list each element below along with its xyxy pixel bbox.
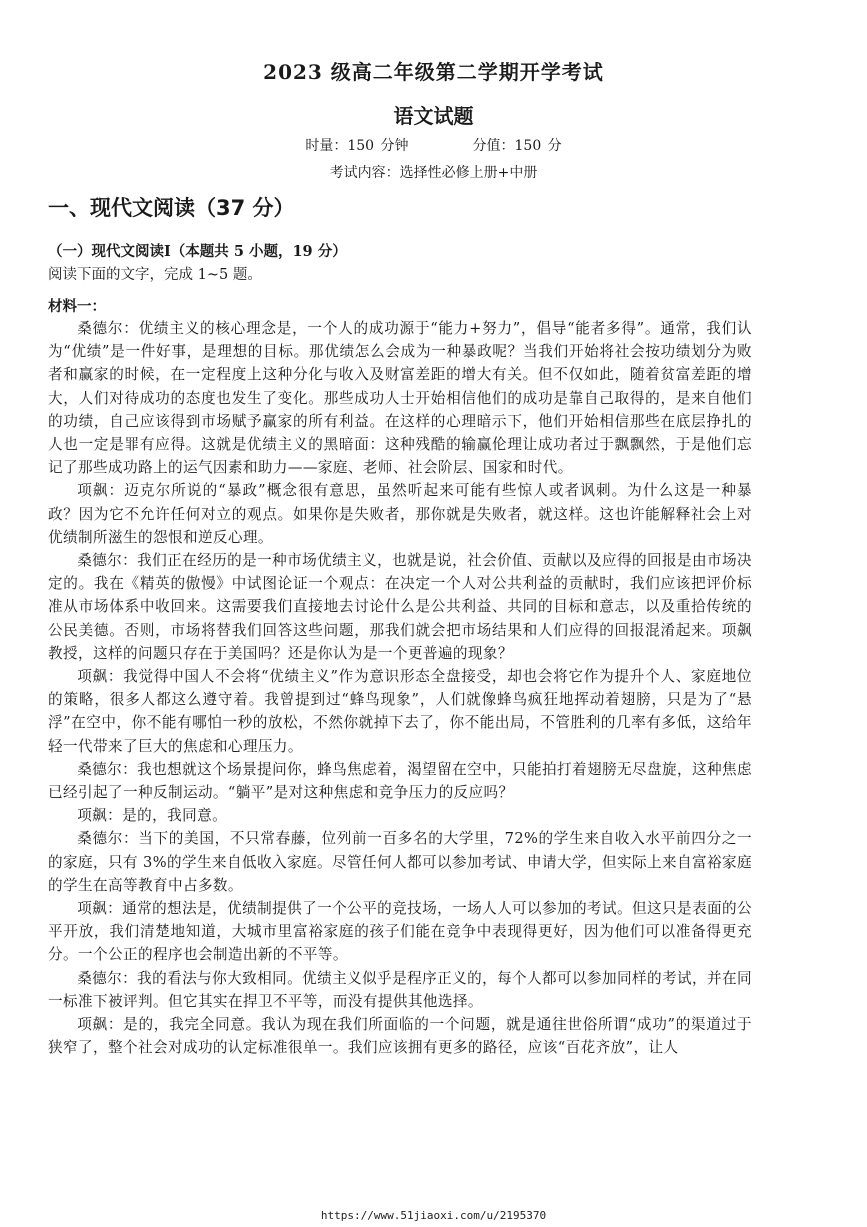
section-heading: 一、现代文阅读（37 分） [48, 196, 295, 220]
paragraph: 项飙：迈克尔所说的“暴政”概念很有意思，虽然听起来可能有些惊人或者讽刺。为什么这是一种暴政？因为它不允许任何对立的观点。如果你是失败者，那你就是失败者，就这样。这也许能解释社会上对优绩制所滋生的怨恨和逆反心理。 [48, 482, 752, 546]
paragraph: 桑德尔：优绩主义的核心理念是，一个人的成功源于“能力+努力”，倡导“能者多得”。通常，我们认为“优绩”是一件好事，是理想的目标。那优绩怎么会成为一种暴政呢？当我们开始将社会按功绩划分为败者和赢家的时候，在一定程度上这种分化与收入及财富差距的增大有关。但不仅如此，随着贫富差距的增大，人们对待成功的态度也发生了变化。那些成功人士开始相信他们的成功是靠自己取得的，是来自他们的功绩，自己应该得到市场赋予赢家的所有利益。在这样的心理暗示下，他们开始相信那些在底层挣扎的人也一定是罪有应得。这就是优绩主义的黑暗面：这种残酷的输赢伦理让成功者过于飘飘然，于是他们忘记了那些成功路上的运气因素和助力——家庭、老师、社会阶层、国家和时代。 [48, 320, 752, 477]
article-body [48, 317, 752, 1060]
paragraph: 桑德尔：我们正在经历的是一种市场优绩主义，也就是说，社会价值、贡献以及应得的回报是由市场决定的。我在《精英的傲慢》中试图论证一个观点：在决定一个人对公共利益的贡献时，我们应该把评价标准从市场体系中收回来。这需要我们直接地去讨论什么是公共利益、共同的目标和意志，以及重拾传统的公民美德。否则，市场将替我们回答这些问题，那我们就会把市场结果和人们应得的回报混淆起来。项飙教授，这样的问题只存在于美国吗？还是你认为是一个更普遍的现象？ [48, 552, 752, 662]
paragraph: 项飙：通常的想法是，优绩制提供了一个公平的竞技场，一场人人可以参加的考试。但这只是表面的公平开放，我们清楚地知道，大城市里富裕家庭的孩子们能在竞争中表现得更好，因为他们可以准备得更充分。一个公正的程序也会制造出新的不平等。 [48, 900, 752, 964]
exam-meta [0, 135, 867, 155]
paragraph: 桑德尔：当下的美国，不只常春藤，位列前一百多名的大学里，72%的学生来自收入水平前四分之一的家庭，只有 3%的学生来自低收入家庭。尽管任何人都可以参加考试、申请大学，但实际上来自富裕家庭的学生在高等教育中占多数。 [48, 830, 752, 894]
paragraph: 项飙：是的，我完全同意。我认为现在我们所面临的一个问题，就是通往世俗所谓“成功”的渠道过于狭窄了，整个社会对成功的认定标准很单一。我们应该拥有更多的路径，应该“百花齐放”，让人 [48, 1016, 752, 1057]
footer-url: https://www.51jiaoxi.com/u/2195370 [320, 1209, 547, 1222]
section-subheading: （一）现代文阅读Ⅰ（本题共 5 小题，19 分） [48, 243, 347, 260]
paragraph: 项飙：我觉得中国人不会将“优绩主义”作为意识形态全盘接受，却也会将它作为提升个人、家庭地位的策略，很多人都这么遵守着。我曾提到过“蜂鸟现象”，人们就像蜂鸟疯狂地挥动着翅膀，只是为了“悬浮”在空中，你不能有哪怕一秒的放松，不然你就掉下去了，你不能出局，不管胜利的几率有多低，这给年轻一代带来了巨大的焦虑和心理压力。 [48, 668, 752, 755]
paragraph: 项飙：是的，我同意。 [77, 807, 228, 825]
section-instruction: 阅读下面的文字，完成 1~5 题。 [48, 267, 262, 283]
exam-content: 考试内容：选择性必修上册+中册 [329, 165, 538, 181]
exam-score: 分值：150 分 [472, 138, 562, 154]
exam-time: 时量：150 分钟 [305, 138, 409, 154]
exam-subtitle: 语文试题 [393, 104, 474, 128]
paragraph: 桑德尔：我也想就这个场景提问你，蜂鸟焦虑着，渴望留在空中，只能拍打着翅膀无尽盘旋，这种焦虑已经引起了一种反制运动。“躺平”是对这种焦虑和竞争压力的反应吗？ [48, 760, 752, 802]
paragraph: 桑德尔：我的看法与你大致相同。优绩主义似乎是程序正义的，每个人都可以参加同样的考试，并在同一标准下被评判。但它其实在捍卫不平等，而没有提供其他选择。 [48, 969, 752, 1010]
material-label: 材料一： [48, 298, 106, 315]
exam-title: 2023 级高二年级第二学期开学考试 [263, 60, 604, 84]
